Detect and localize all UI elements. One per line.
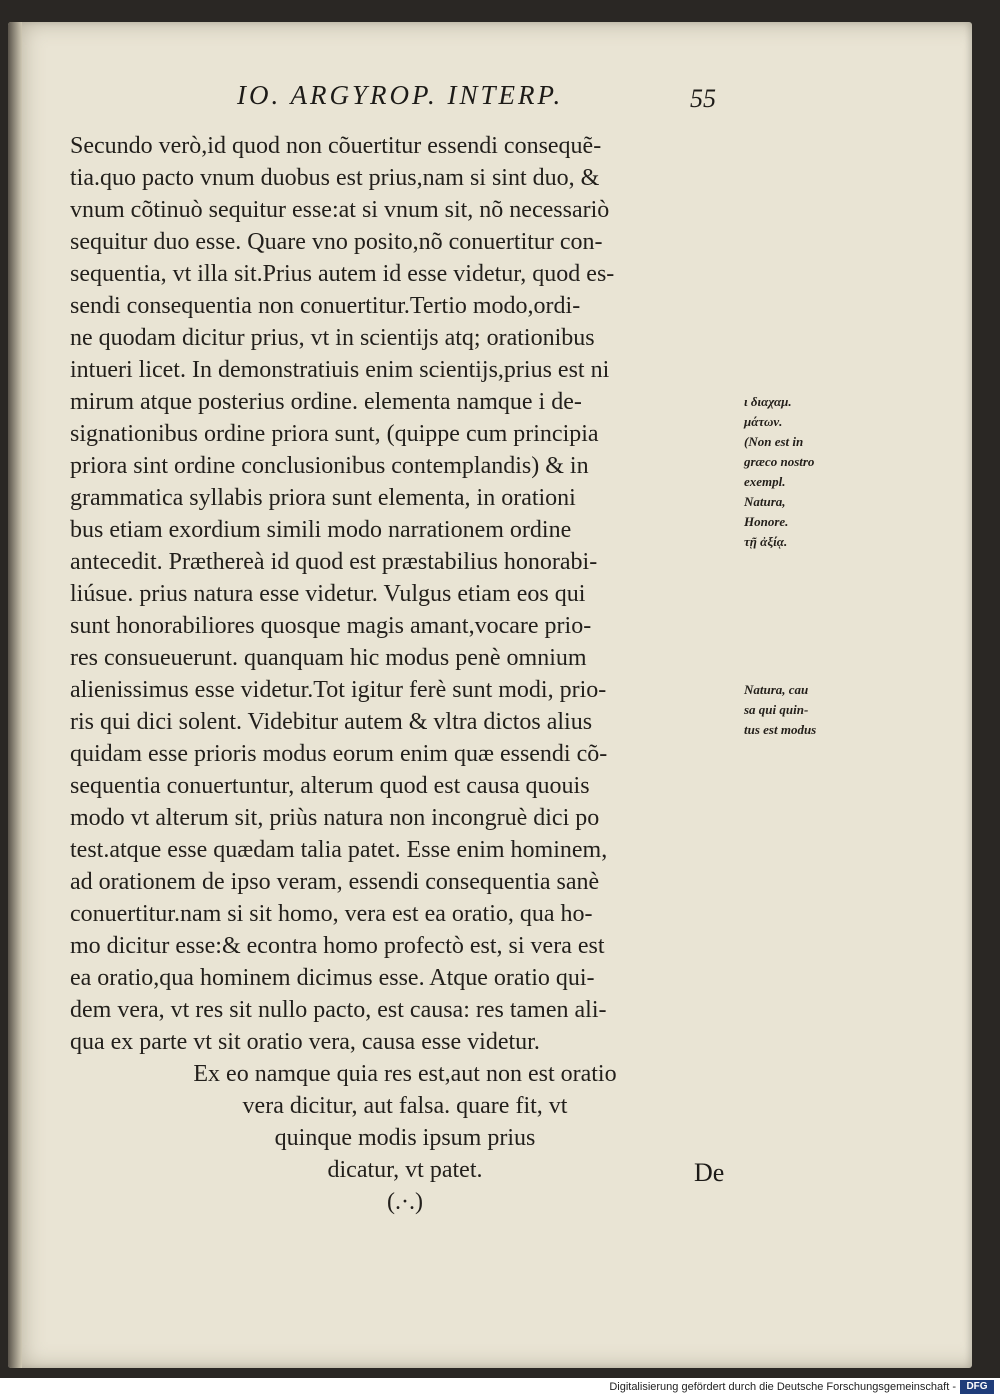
body-text bbox=[70, 130, 740, 1218]
text-line: sequentia, vt illa sit.Prius autem id esse videtur, quod es- bbox=[70, 261, 615, 287]
margin-note-line: ι διαχαμ. bbox=[744, 394, 792, 409]
text-line: dem vera, vt res sit nullo pacto, est causa: res tamen ali- bbox=[70, 997, 607, 1023]
binding-edge bbox=[8, 22, 22, 1368]
margin-note-line: Natura, bbox=[744, 494, 786, 509]
text-line: quidam esse prioris modus eorum enim quæ essendi cõ- bbox=[70, 741, 608, 767]
text-line: mirum atque posterius ordine. elementa namque i de- bbox=[70, 389, 582, 415]
text-line: bus etiam exordium simili modo narrationem ordine bbox=[70, 517, 572, 543]
margin-note-line: Natura, cau bbox=[744, 682, 809, 697]
margin-note-line: sa qui quin- bbox=[744, 702, 809, 717]
text-line: grammatica syllabis priora sunt elementa, in orationi bbox=[70, 485, 576, 511]
text-line: Secundo verò,id quod non cõuertitur essendi consequẽ- bbox=[70, 133, 602, 159]
funding-credit: Digitalisierung gefördert durch die Deutsche Forschungsgemeinschaft - bbox=[609, 1381, 956, 1393]
text-line: vnum cõtinuò sequitur esse:at si vnum sit, nõ necessariò bbox=[70, 197, 610, 223]
text-line: sendi consequentia non conuertitur.Tertio modo,ordi- bbox=[70, 293, 581, 319]
text-line: Ex eo namque quia res est,aut non est oratio bbox=[193, 1061, 617, 1087]
text-line: signationibus ordine priora sunt, (quippe cum principia bbox=[70, 421, 599, 447]
text-line: mo dicitur esse:& econtra homo profectò est, si vera est bbox=[70, 933, 605, 959]
text-line: ad orationem de ipso veram, essendi consequentia sanè bbox=[70, 869, 600, 895]
text-line: sequentia conuertuntur, alterum quod est causa quouis bbox=[70, 773, 590, 799]
text-line: test.atque esse quædam talia patet. Esse enim hominem, bbox=[70, 837, 608, 863]
text-line: alienissimus esse videtur.Tot igitur ferè sunt modi, prio- bbox=[70, 677, 607, 703]
text-line: ne quodam dicitur prius, vt in scientijs atq; orationibus bbox=[70, 325, 595, 351]
margin-note bbox=[744, 680, 854, 740]
catchword: De bbox=[694, 1158, 725, 1187]
text-line: sunt honorabiliores quosque magis amant,vocare prio- bbox=[70, 613, 592, 639]
text-line: priora sint ordine conclusionibus contemplandis) & in bbox=[70, 453, 589, 479]
text-line: dicatur, vt patet. bbox=[327, 1157, 483, 1183]
text-line: liúsue. prius natura esse videtur. Vulgus etiam eos qui bbox=[70, 581, 586, 607]
text-line: quinque modis ipsum prius bbox=[274, 1125, 536, 1151]
text-line: ea oratio,qua hominem dicimus esse. Atque oratio qui- bbox=[70, 965, 595, 991]
margin-note-line: exempl. bbox=[744, 474, 786, 489]
text-line: conuertitur.nam si sit homo, vera est ea oratio, qua ho- bbox=[70, 901, 593, 927]
text-line: vera dicitur, aut falsa. quare fit, vt bbox=[242, 1093, 568, 1119]
margin-note bbox=[744, 392, 854, 552]
margin-note-line: (Non est in bbox=[744, 434, 804, 449]
footer bbox=[0, 1378, 1000, 1397]
text-line: intueri licet. In demonstratiuis enim scientijs,prius est ni bbox=[70, 357, 610, 383]
running-head: IO. ARGYROP. INTERP. bbox=[237, 80, 564, 110]
page-number: 55 bbox=[690, 84, 716, 113]
text-line: sequitur duo esse. Quare vno posito,nõ conuertitur con- bbox=[70, 229, 603, 255]
margin-note-line: tus est modus bbox=[744, 722, 817, 737]
margin-note-line: μάτων. bbox=[744, 414, 783, 429]
text-line: antecedit. Præthereà id quod est præstabilius honorabi- bbox=[70, 549, 598, 575]
margin-note-line: τῇ ἀξίᾳ. bbox=[744, 534, 788, 549]
end-ornament: (.·.) bbox=[387, 1189, 423, 1215]
margin-note-line: Honore. bbox=[744, 514, 789, 529]
text-line: qua ex parte vt sit oratio vera, causa esse videtur. bbox=[70, 1029, 540, 1055]
margin-note-line: græco nostro bbox=[744, 454, 815, 469]
text-line: tia.quo pacto vnum duobus est prius,nam si sint duo, & bbox=[70, 165, 600, 191]
text-line: ris qui dici solent. Videbitur autem & vltra dictos alius bbox=[70, 709, 593, 735]
text-line: modo vt alterum sit, priùs natura non incongruè dici po bbox=[70, 805, 600, 831]
dfg-logo: DFG bbox=[960, 1380, 994, 1394]
text-line: res consueuerunt. quanquam hic modus penè omnium bbox=[70, 645, 587, 671]
